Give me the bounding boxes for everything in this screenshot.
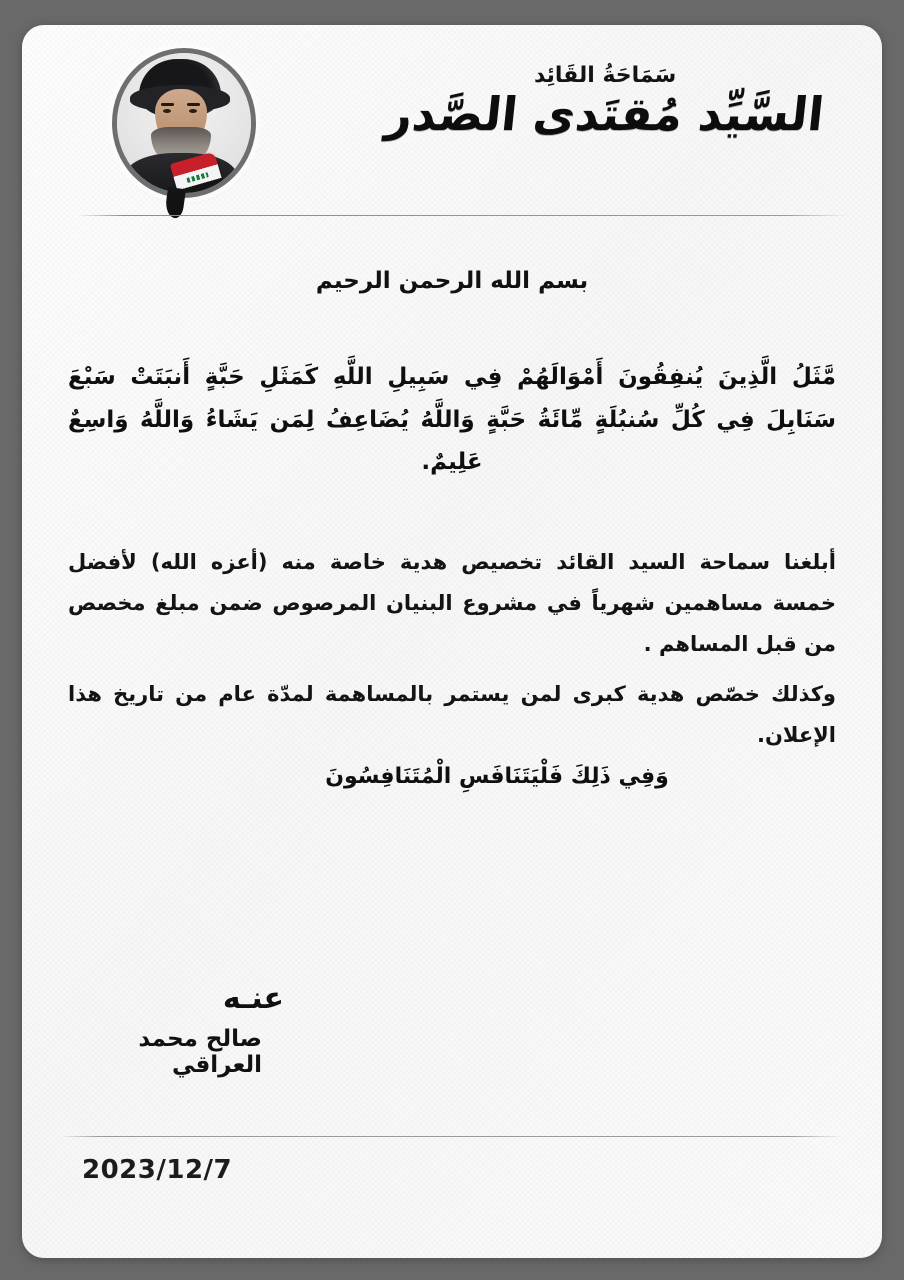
calligraphy-line-2: السَّيِّد مُقتَدى الصَّدر	[383, 87, 827, 141]
announcement-paragraph-2: وكذلك خصّص هدية كبرى لمن يستمر بالمساهمة لمدّة عام من تاريخ هذا الإعلان.	[68, 682, 836, 748]
signature-name: صالح محمد العراقي	[138, 1026, 262, 1079]
calligraphy-line-1: سَمَاحَةُ القَائِد	[533, 63, 677, 88]
signature-block	[22, 981, 882, 1078]
publication-date: 2023/12/7	[82, 1155, 233, 1186]
closing-verse: وَفِي ذَلِكَ فَلْيَتَنَافَسِ الْمُتَنَافِسُونَ	[325, 764, 669, 790]
quran-verse: مَّثَلُ الَّذِينَ يُنفِقُونَ أَمْوَالَهُمْ فِي سَبِيلِ اللَّهِ كَمَثَلِ حَبَّةٍ أَنبَتَتْ سَبْعَ سَنَابِلَ فِي كُلِّ سُنبُلَةٍ مِّائَةُ حَبَّةٍ وَاللَّهُ يُضَاعِفُ لِمَن يَشَاءُ وَاللَّهُ وَاسِعٌ عَلِيمٌ.	[68, 364, 836, 476]
card-header	[22, 25, 882, 220]
basmala-text: بسم الله الرحمن الرحيم	[315, 268, 589, 294]
card-body	[22, 268, 882, 789]
card-footer	[22, 1137, 882, 1185]
announcement-paragraph-1: أبلغنا سماحة السيد القائد تخصيص هدية خاصة منه (أعزه الله) لأفضل خمسة مساهمين شهرياً في مشروع البنيان المرصوص ضمن مبلغ مخصص من قبل المساهم .	[68, 549, 836, 656]
portrait-eye-left	[163, 109, 171, 113]
portrait-brow-right	[187, 103, 200, 106]
portrait-block	[104, 48, 254, 216]
header-divider	[77, 215, 847, 216]
calligraphy-title	[383, 63, 827, 141]
portrait-brow-left	[161, 103, 174, 106]
signature-from-label: عنـه	[222, 981, 284, 1017]
statement-card	[22, 25, 882, 1258]
portrait-eye-right	[189, 109, 197, 113]
avatar	[112, 48, 256, 198]
